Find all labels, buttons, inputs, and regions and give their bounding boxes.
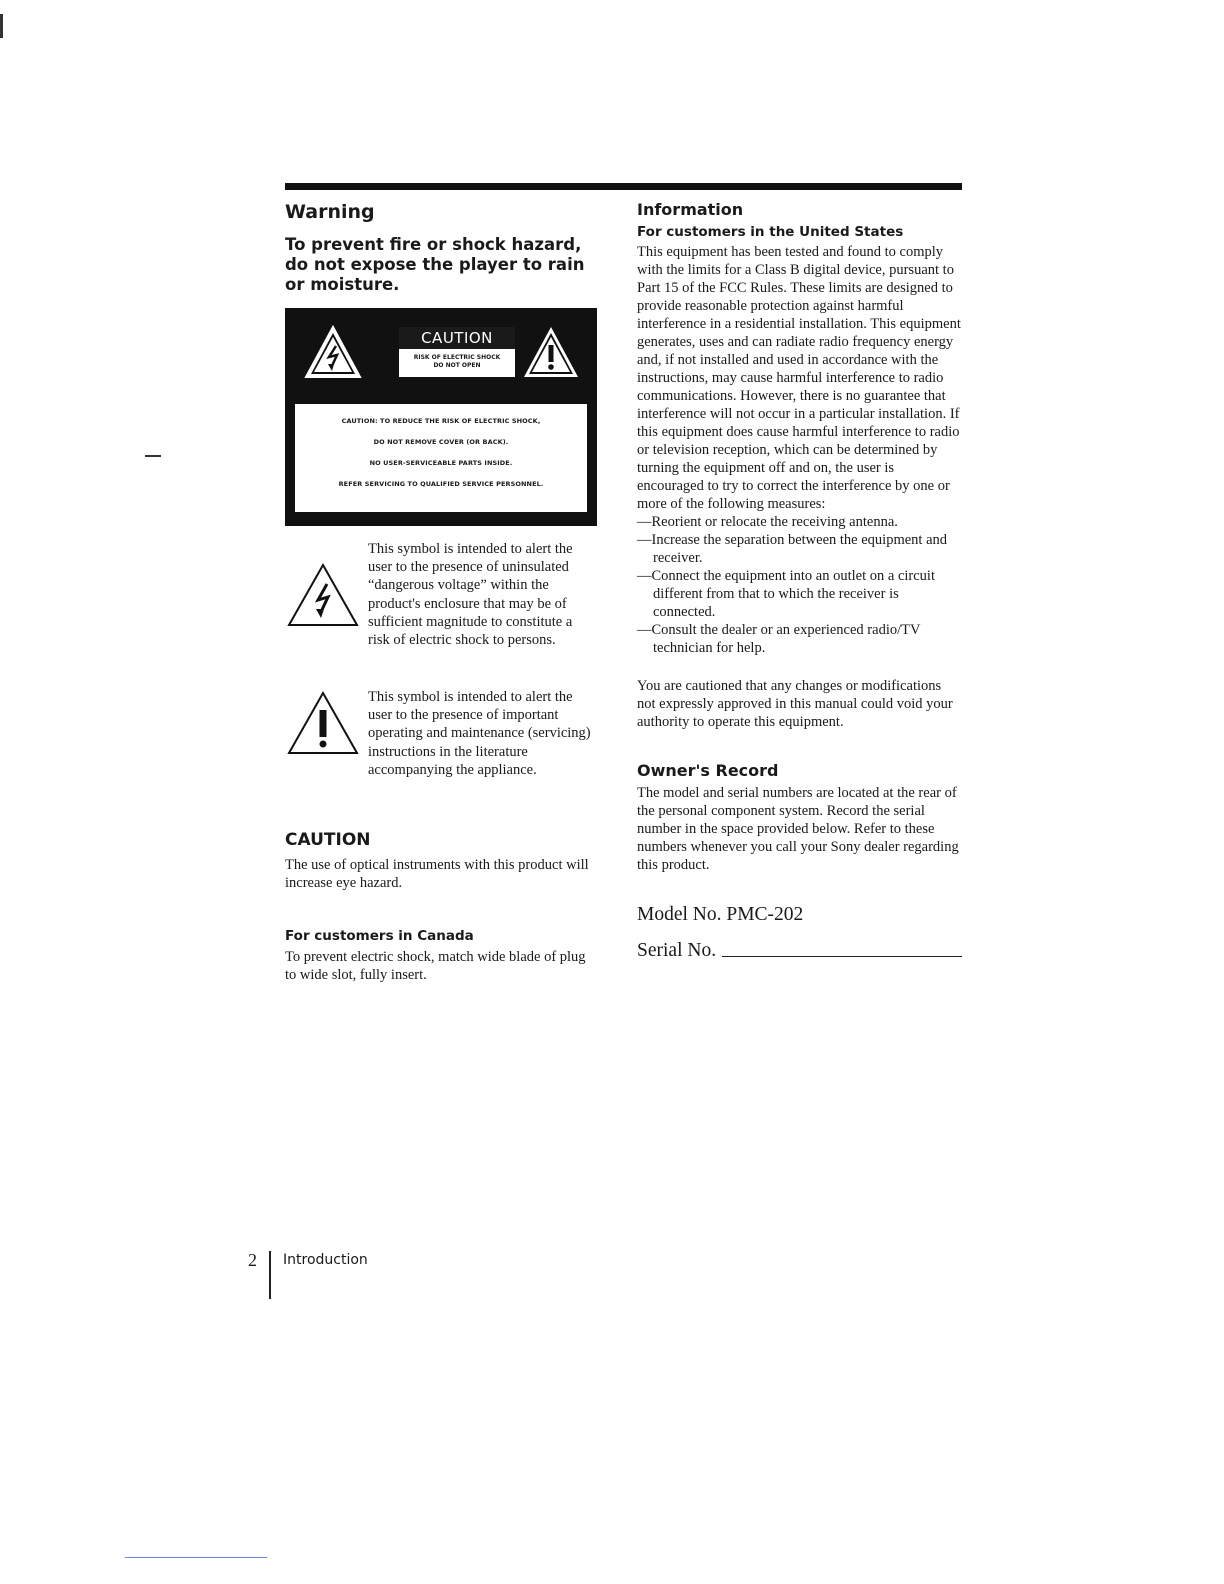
serial-label: Serial No.: [637, 940, 717, 961]
serial-blank-line: [722, 955, 962, 957]
fine-print-line: DO NOT REMOVE COVER (OR BACK).: [373, 438, 509, 446]
fine-print-line: NO USER-SERVICEABLE PARTS INSIDE.: [369, 459, 513, 467]
exclamation-warning-icon: [521, 324, 581, 380]
page-number: 2: [248, 1250, 257, 1270]
left-column: [285, 198, 597, 984]
caution-heading: CAUTION: [285, 830, 371, 850]
caution-label-frame: [397, 325, 517, 379]
canada-text: To prevent electric shock, match wide blade of plug to wide slot, fully insert.: [285, 949, 586, 983]
caution-text: The use of optical instruments with this product will increase eye hazard.: [285, 857, 589, 891]
us-customers-heading: For customers in the United States: [637, 224, 904, 240]
scan-bottom-line: [125, 1557, 267, 1558]
owners-record-text: The model and serial numbers are located at the rear of the personal component system. Record the serial number in the space provided below. Refer to these numbers whenever you call your Sony dealer regarding this product.: [637, 785, 959, 873]
top-rule: [285, 183, 962, 190]
caution-label-line2: DO NOT OPEN: [433, 362, 481, 369]
caution-label-top: [295, 318, 587, 398]
modification-caution: You are cautioned that any changes or modifications not expressly approved in this manual could void your authority to operate this equipment.: [637, 678, 953, 730]
caution-label-title: CAUTION: [399, 327, 515, 349]
canada-heading: For customers in Canada: [285, 928, 474, 944]
exclamation-symbol-explanation: [285, 688, 597, 808]
caution-label-line1: RISK OF ELECTRIC SHOCK: [413, 354, 501, 361]
footer-rule: [269, 1251, 271, 1299]
list-item: —Consult the dealer or an experienced radio/TV technician for help.: [637, 622, 921, 656]
lightning-symbol-text: This symbol is intended to alert the user to the presence of uninsulated “dangerous voltage” within the product's enclosure that may be of sufficient magnitude to constitute a risk of electric shock to persons.: [368, 541, 573, 649]
right-column: [637, 198, 962, 962]
fine-print-line: REFER SERVICING TO QUALIFIED SERVICE PERSONNEL.: [338, 480, 544, 488]
lightning-symbol-explanation: [285, 540, 597, 680]
serial-number-field: [637, 940, 962, 962]
measures-list: [637, 513, 962, 657]
lightning-triangle-icon: [287, 562, 359, 628]
warning-text: To prevent fire or shock hazard, do not expose the player to rain or moisture.: [285, 235, 585, 294]
scan-dash-mark: [145, 455, 161, 457]
caution-label-fine-print: [295, 404, 587, 512]
fine-print-line: CAUTION: TO REDUCE THE RISK OF ELECTRIC SHOCK,: [341, 417, 541, 425]
lightning-warning-icon: [303, 324, 363, 380]
exclamation-triangle-icon: [287, 690, 359, 756]
warning-heading: Warning: [285, 201, 375, 223]
fcc-text: This equipment has been tested and found to comply with the limits for a Class B digital device, pursuant to Part 15 of the FCC Rules. These limits are designed to provide reasonable protection against harmful interference in a residential installation. This equipment generates, uses and can radiate radio frequency energy and, if not installed and used in accordance with the instructions, may cause harmful interference to radio communications. However, there is no guarantee that interference will not occur in a particular installation. If this equipment does cause harmful interference to radio or television reception, which can be determined by turning the equipment off and on, the user is encouraged to try to correct the interference by one or more of the following measures:: [637, 244, 961, 512]
list-item: —Reorient or relocate the receiving antenna.: [637, 514, 898, 530]
scan-edge-mark: [0, 14, 3, 38]
list-item: —Increase the separation between the equipment and receiver.: [637, 532, 948, 566]
model-number: Model No. PMC-202: [637, 904, 804, 925]
information-heading: Information: [637, 200, 744, 219]
section-label: Introduction: [283, 1252, 368, 1268]
caution-label-graphic: [285, 308, 597, 526]
exclamation-symbol-text: This symbol is intended to alert the user to the presence of important operating and maintenance (servicing) instructions in the literature accompanying the appliance.: [368, 689, 591, 778]
list-item: —Connect the equipment into an outlet on a circuit different from that to which the receiver is connected.: [637, 568, 935, 620]
owners-record-heading: Owner's Record: [637, 761, 779, 780]
